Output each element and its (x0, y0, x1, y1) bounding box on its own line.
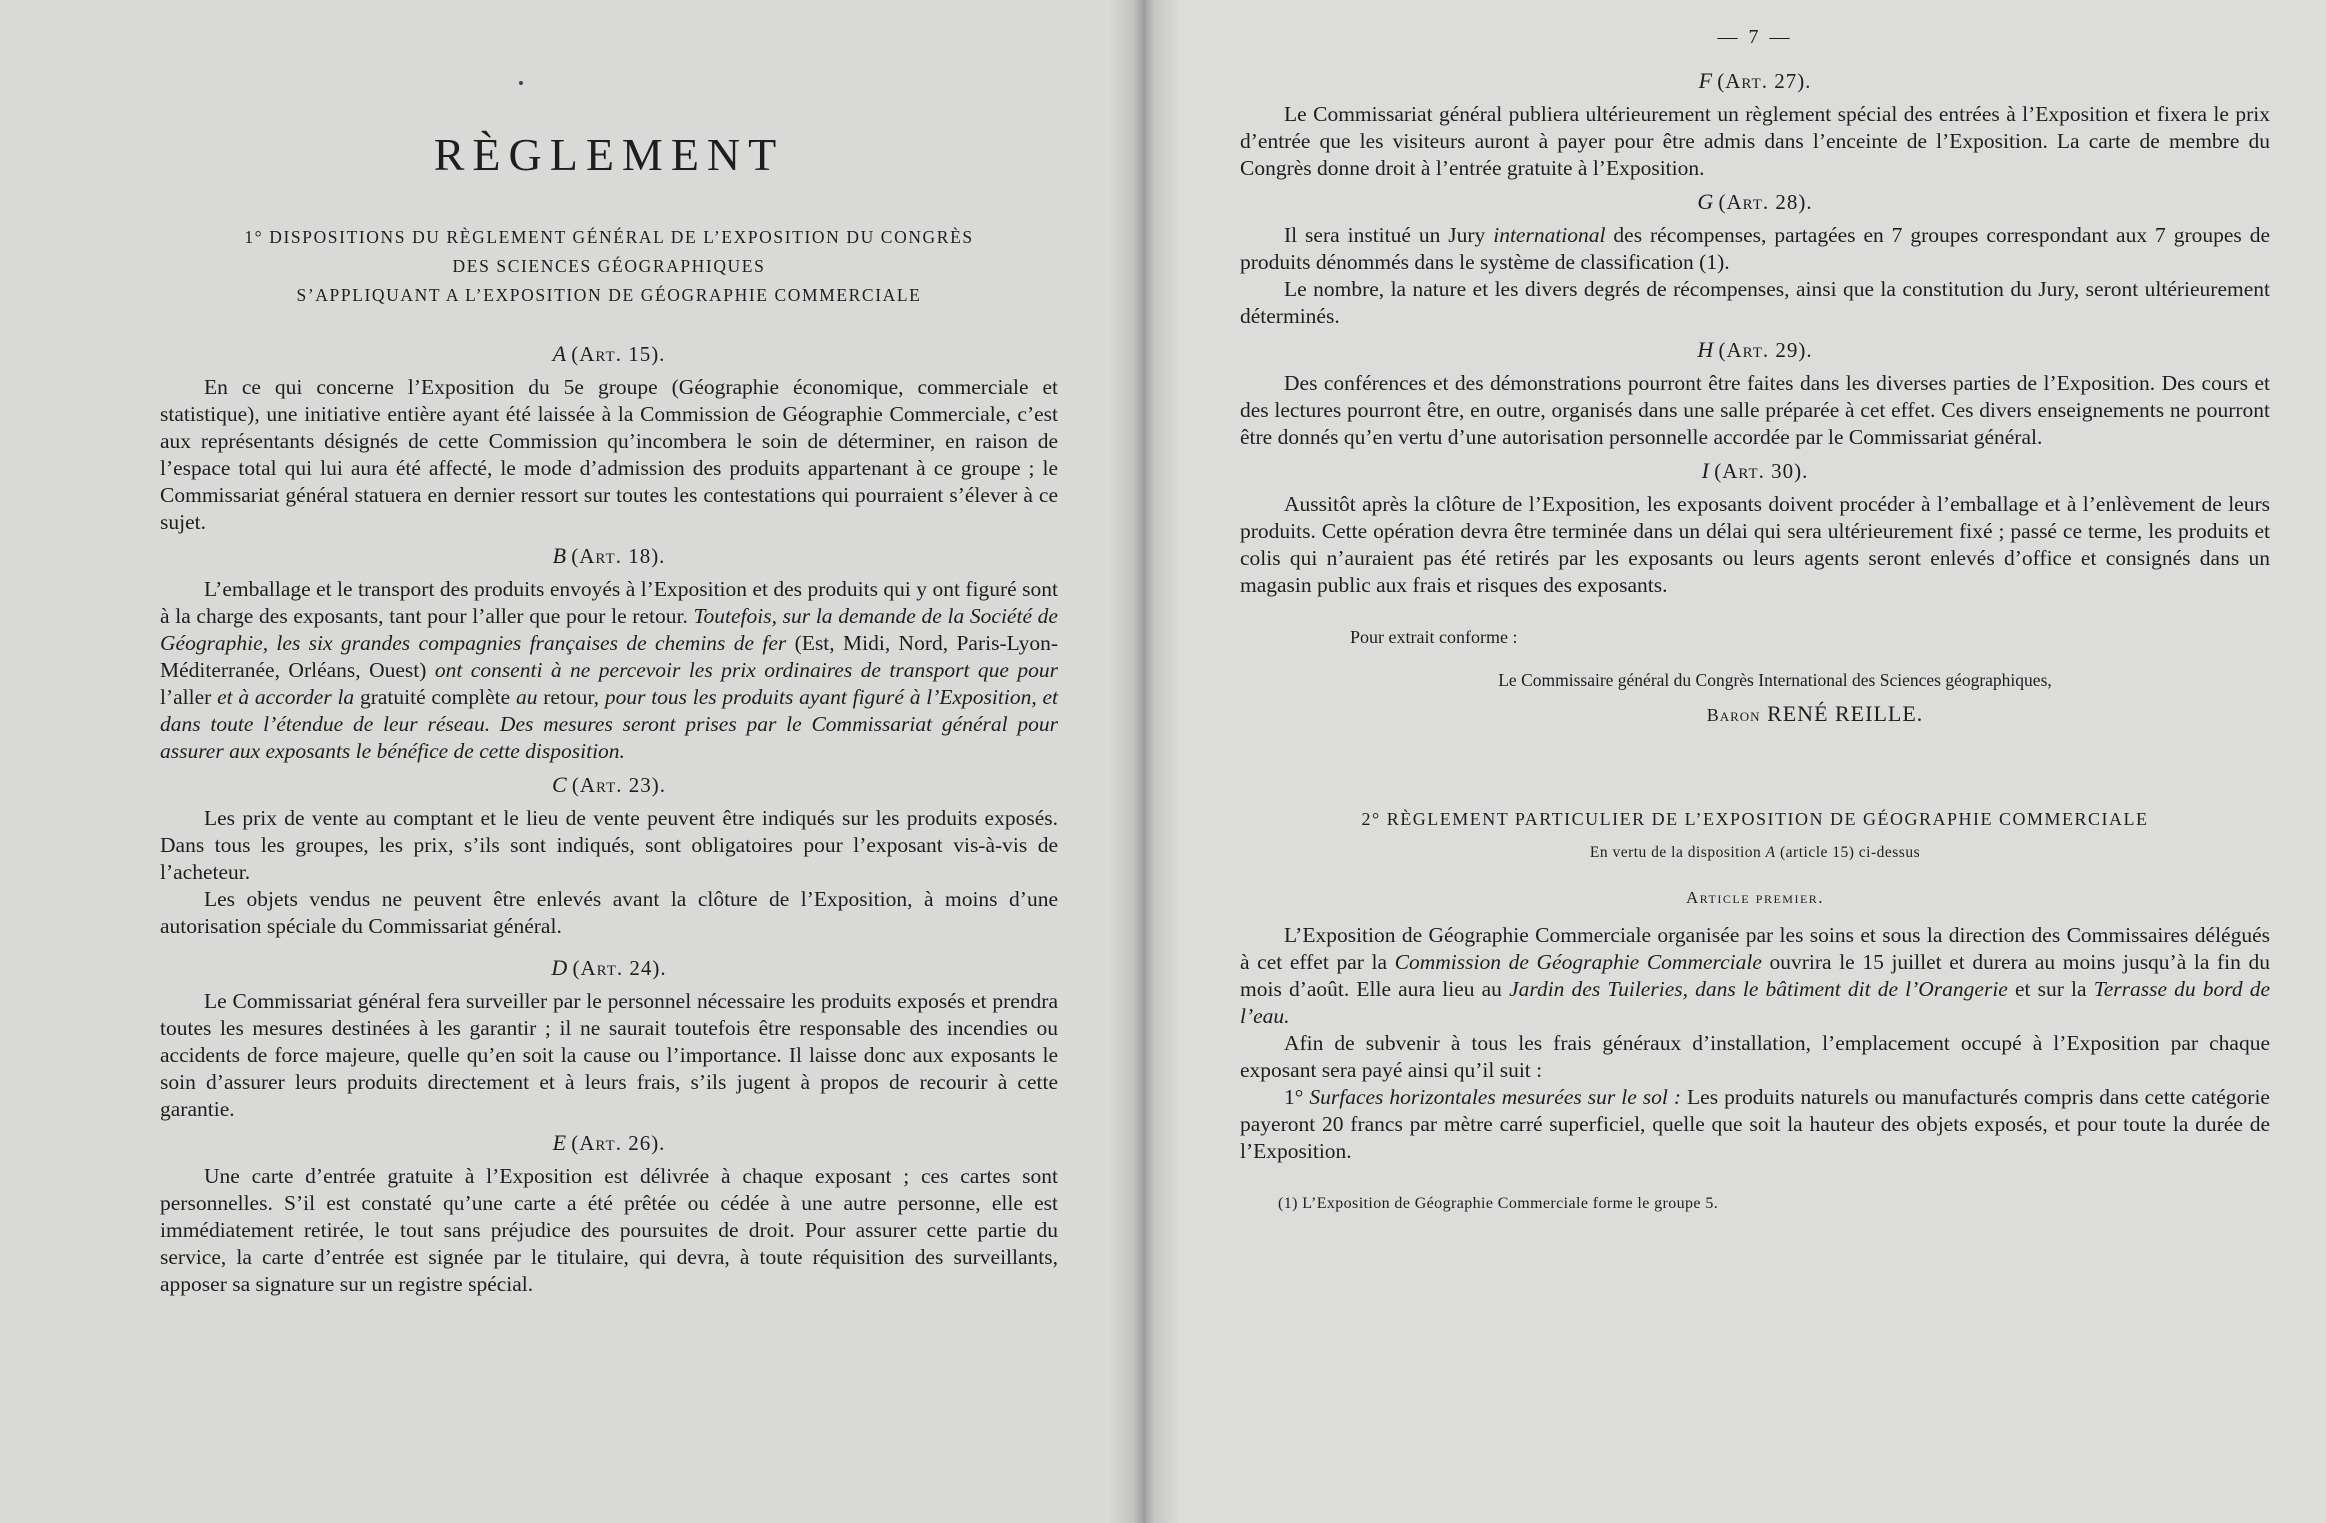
article-i-text: Aussitôt après la clôture de l’Exposition, les exposants doivent procéder à l’emballage et à l’enlèvement de leurs produits. Cette opération devra être terminée dans un délai qui sera ultérieurement fixé ; passé ce terme, les produits et colis qui n’auraient pas été retirés par les exposants ou leurs agents seront enlevés d’office et consignés dans un magasin public aux frais et risques des exposants. (1240, 492, 2270, 597)
text-run: ouvrira le 15 juillet et durera au moins jusqu’à la fin du mois d’août. Elle aura lieu au (1240, 950, 2271, 1001)
text-run-italic: et à accorder la (217, 685, 355, 709)
article-letter: F (1698, 68, 1713, 93)
article-premier-text (1240, 922, 2270, 1030)
article-g-heading (1240, 188, 2270, 216)
text-run: L’emballage et le transport des produits envoyés à l’Exposition et des produits qui y ont figuré sont à la charge des exposants, tant pour l’aller que pour le retour. (160, 577, 1058, 628)
article-e-heading (160, 1129, 1058, 1157)
page-number: — 7 — (1717, 26, 1793, 48)
article-letter: D (551, 955, 568, 980)
right-column (1240, 26, 2270, 1213)
print-speck (519, 81, 523, 85)
article-letter: G (1697, 189, 1714, 214)
article-g-text: Le nombre, la nature et les divers degrés de récompenses, ainsi que la constitution du Jury, seront ultérieurement déterminés. (1240, 277, 2270, 328)
article-ref: (Art. 24). (572, 956, 667, 980)
article-premier-text: Afin de subvenir à tous les frais généraux d’installation, l’emplacement occupé à l’Exposition par chaque exposant sera payé ainsi qu’il suit : (1240, 1031, 2270, 1082)
text-run: retour, (537, 685, 605, 709)
left-page (0, 0, 1145, 1523)
article-ref: (Art. 27). (1717, 69, 1812, 93)
article-b-text (160, 576, 1058, 765)
article-ref: (Art. 26). (571, 1131, 666, 1155)
section1-heading-line: 1° DISPOSITIONS DU RÈGLEMENT GÉNÉRAL DE L’EXPOSITION DU CONGRÈS (244, 227, 974, 247)
section2-heading: 2° RÈGLEMENT PARTICULIER DE L’EXPOSITION DE GÉOGRAPHIE COMMERCIALE (1361, 809, 2149, 829)
article-a-heading (160, 340, 1058, 368)
book-gutter (1108, 0, 1180, 1523)
article-f-heading (1240, 67, 2270, 95)
article-letter: A (552, 341, 567, 366)
page-title: RÈGLEMENT (433, 129, 785, 180)
article-ref: (Art. 18). (571, 544, 666, 568)
text-run-italic: au (515, 685, 538, 709)
section2-subheading (1240, 844, 2270, 862)
article-ref: (Art. 15). (571, 342, 666, 366)
article-letter: H (1697, 337, 1714, 362)
text-run: des récompenses, partagées en 7 groupes correspondant aux 7 groupes de produits dénommés dans le système de classification (1). (1240, 223, 2270, 274)
text-run: En vertu de la disposition (1589, 844, 1766, 861)
signatory-rank: Baron (1706, 705, 1761, 725)
right-page (1145, 0, 2326, 1523)
article-a-text: En ce qui concerne l’Exposition du 5e groupe (Géographie économique, commerciale et statistique), une initiative entière ayant été laissée à la Commission de Géographie Commerciale, c’est aux représentants désignés de cette Commission qu’incombera le soin de déterminer, en raison de l’espace total qui lui aura été affecté, le mode d’admission des produits appartenant à ce groupe ; le Commissariat général statuera en dernier ressort sur toutes les contestations qui pourraient s’élever à ce sujet. (160, 375, 1058, 534)
article-c-heading (160, 771, 1058, 799)
article-ref: (Art. 28). (1718, 190, 1813, 214)
article-g-text (1240, 222, 2270, 276)
article-h-heading (1240, 336, 2270, 364)
text-run-italic: Terrasse du bord de l’eau. (1240, 977, 2271, 1028)
text-run: (article 15) ci-dessus (1775, 844, 1921, 861)
text-run-italic: ont consenti à ne percevoir les prix ordinaires de transport que pour (434, 658, 1058, 682)
extract-note: Pour extrait conforme : (1350, 627, 1518, 647)
article-h-text: Des conférences et des démonstrations pourront être faites dans les diverses parties de l’Exposition. Des cours et des lectures pourront être, en outre, organisés dans une salle préparée à cet effet. Ces divers enseignements ne pourront être donnés qu’en vertu d’une autorisation personnelle accordée par le Commissariat général. (1240, 371, 2270, 449)
article-e-text: Une carte d’entrée gratuite à l’Exposition est délivrée à chaque exposant ; ces cartes sont personnelles. S’il est constaté qu’une carte a été prêtée ou cédée à une autre personne, elle est immédiatement retirée, le tout sans préjudice des poursuites de droit. Pour assurer cette partie du service, la carte d’entrée est signée par le titulaire, qui devra, à toute réquisition des surveillants, apposer sa signature sur un registre spécial. (160, 1164, 1058, 1296)
text-run-italic: Jardin des Tuileries, dans le bâtiment dit de l’Orangerie (1509, 977, 2008, 1001)
article-d-heading (160, 954, 1058, 982)
article-letter: E (552, 1130, 567, 1155)
section1-heading-line: DES SCIENCES GÉOGRAPHIQUES (452, 256, 766, 276)
text-run-italic: A (1765, 844, 1776, 861)
text-run: l’aller (160, 685, 218, 709)
text-run-italic: pour tous les produits ayant figuré à l’Exposition, et dans toute l’étendue de leur réseau. Des mesures seront prises par le Commissariat général pour assurer aux exposants le bénéfice de cette disposition. (160, 685, 1058, 763)
text-run-italic: Commission de Géographie Commerciale (1394, 950, 1762, 974)
left-column (160, 128, 1058, 1298)
text-run: Les produits naturels ou manufacturés compris dans cette catégorie payeront 20 francs par mètre carré superficiel, quelle que soit la hauteur des objets exposés, et pour toute la durée de l’Exposition. (1240, 1085, 2270, 1163)
text-run: et sur la (2007, 977, 2094, 1001)
text-run-italic: international (1493, 223, 1606, 247)
article-b-heading (160, 542, 1058, 570)
article-premier-heading: Article premier. (1685, 888, 1825, 907)
text-run: (Est, Midi, Nord, Paris-Lyon-Méditerranée, Orléans, Ouest) (160, 631, 1058, 682)
text-run: Il sera institué un Jury (1284, 223, 1494, 247)
text-run-italic: Toutefois, sur la demande de la Société de Géographie, les six grandes compagnies françaises de chemins de fer (160, 604, 1058, 655)
text-run: gratuité complète (354, 685, 516, 709)
article-ref: (Art. 30). (1714, 459, 1809, 483)
section1-heading (160, 223, 1058, 310)
text-run: L’Exposition de Géographie Commerciale organisée par les soins et sous la direction des Commissaires délégués à cet effet par la (1240, 923, 2270, 974)
article-letter: C (551, 772, 567, 797)
article-letter: I (1701, 458, 1709, 483)
article-c-text: Les objets vendus ne peuvent être enlevés avant la clôture de l’Exposition, à moins d’une autorisation spéciale du Commissariat général. (160, 887, 1058, 938)
article-f-text: Le Commissariat général publiera ultérieurement un règlement spécial des entrées à l’Exposition et fixera le prix d’entrée que les visiteurs auront à payer pour être admis dans l’enceinte de l’Exposition. La carte de membre du Congrès donne droit à l’entrée gratuite à l’Exposition. (1240, 102, 2270, 180)
footnote: (1) L’Exposition de Géographie Commerciale forme le groupe 5. (1278, 1195, 1719, 1212)
signatory-surname: RENÉ REILLE. (1767, 701, 1924, 726)
article-premier-text (1240, 1084, 2270, 1165)
article-i-heading (1240, 457, 2270, 485)
text-run-italic: Surfaces horizontales mesurées sur le sol : (1309, 1085, 1682, 1109)
article-d-text: Le Commissariat général fera surveiller par le personnel nécessaire les produits exposés et prendra toutes les mesures destinées à les garantir ; il ne saurait toutefois être responsable des incendies ou accidents de force majeure, quelle qu’en soit la cause ou l’importance. Il laisse donc aux exposants le soin d’assurer leurs produits directement et à leurs frais, s’ils jugent à propos de recourir à cette garantie. (160, 989, 1058, 1121)
article-ref: (Art. 29). (1718, 338, 1813, 362)
signatory-name (1360, 701, 2270, 727)
section1-heading-line: S’APPLIQUANT A L’EXPOSITION DE GÉOGRAPHIE COMMERCIALE (296, 285, 922, 305)
text-run: 1° (1284, 1085, 1310, 1109)
article-ref: (Art. 23). (571, 773, 667, 797)
article-c-text: Les prix de vente au comptant et le lieu de vente peuvent être indiqués sur les produits exposés. Dans tous les groupes, les prix, s’ils sont indiqués, sont obligatoires pour l’exposant vis-à-vis de l’acheteur. (160, 806, 1058, 884)
article-letter: B (552, 543, 567, 568)
signatory-role: Le Commissaire général du Congrès International des Sciences géographiques, (1498, 670, 2052, 690)
